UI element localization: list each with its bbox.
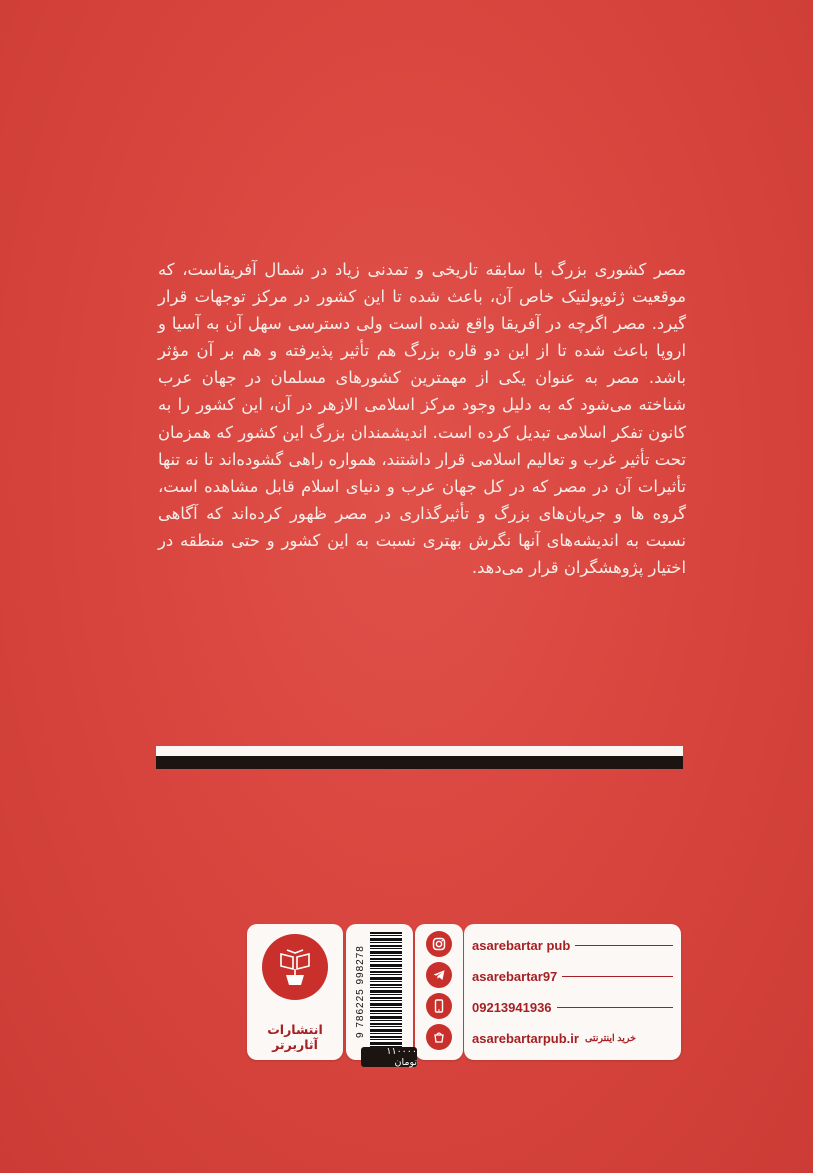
contact-phone[interactable] — [472, 998, 673, 1016]
barcode-bars — [370, 932, 402, 1050]
social-icons-card — [415, 924, 463, 1060]
publisher-logo — [262, 934, 328, 1000]
isbn-barcode — [352, 930, 404, 1054]
telegram-icon[interactable] — [426, 962, 452, 988]
website-url: asarebartarpub.ir — [472, 1030, 579, 1046]
contact-line — [562, 976, 673, 977]
divider-white — [156, 746, 683, 756]
instagram-icon[interactable] — [426, 931, 452, 957]
barcode-card — [346, 924, 413, 1060]
barcode-digits: 9 786225 998278 — [355, 945, 366, 1039]
publisher-card — [247, 924, 343, 1060]
price-badge: ۱۱۰۰۰۰ تومان — [361, 1047, 417, 1067]
phone-number: 09213941936 — [472, 999, 552, 1015]
website-prefix: خرید اینترنتی — [584, 1032, 637, 1044]
phone-icon[interactable] — [426, 993, 452, 1019]
contact-telegram[interactable] — [472, 967, 673, 985]
divider-black — [156, 756, 683, 769]
instagram-handle: asarebartar pub — [472, 937, 571, 953]
book-plant-icon — [273, 945, 317, 989]
contact-instagram[interactable] — [472, 936, 673, 954]
publisher-name: انتشارات آثاربرتر — [267, 1022, 323, 1052]
contact-line — [557, 1007, 673, 1008]
contact-line — [575, 945, 673, 946]
back-cover-blurb — [158, 256, 686, 581]
shop-icon[interactable] — [426, 1024, 452, 1050]
contact-card — [464, 924, 681, 1060]
blurb-text: مصر کشوری بزرگ با سابقه تاریخی و تمدنی زیاد در شمال آفریقاست، که موقعیت ژئوپولتیک خاص آن، باعث شده تا این کشور در مرکز توجهات قرار گیرد. مصر اگرچه در آفریقا واقع شده است ولی دسترسی سهل آن به آسیا و اروپا باعث شده تا از این دو قاره بزرگ هم تأثیر پذیرفته و هم بر آن مؤثر باشد. مصر به عنوان یکی از مهمترین کشورهای مسلمان در جهان عرب شناخته می‌شود که به دلیل وجود مرکز اسلامی الازهر در آن، این کشور را به کانون تفکر اسلامی تبدیل کرده است. اندیشمندان بزرگ این کشور که همزمان تحت تأثیر غرب و تعالیم اسلامی قرار داشتند، همواره راهی گشوده‌اند تا نه تنها تأثیرات آن در مصر که در کل جهان عرب و دنیای اسلام قابل مشاهده است، گروه ها و جریان‌های بزرگ و تأثیرگذاری در مصر ظهور کرده‌اند که آگاهی نسبت به اندیشه‌های آنها نگرش بهتری نسبت به این کشور و حتی منطقه در اختیار پژوهشگران قرار می‌دهد. — [158, 260, 686, 578]
contact-website[interactable] — [472, 1029, 673, 1047]
telegram-handle: asarebartar97 — [472, 968, 558, 984]
